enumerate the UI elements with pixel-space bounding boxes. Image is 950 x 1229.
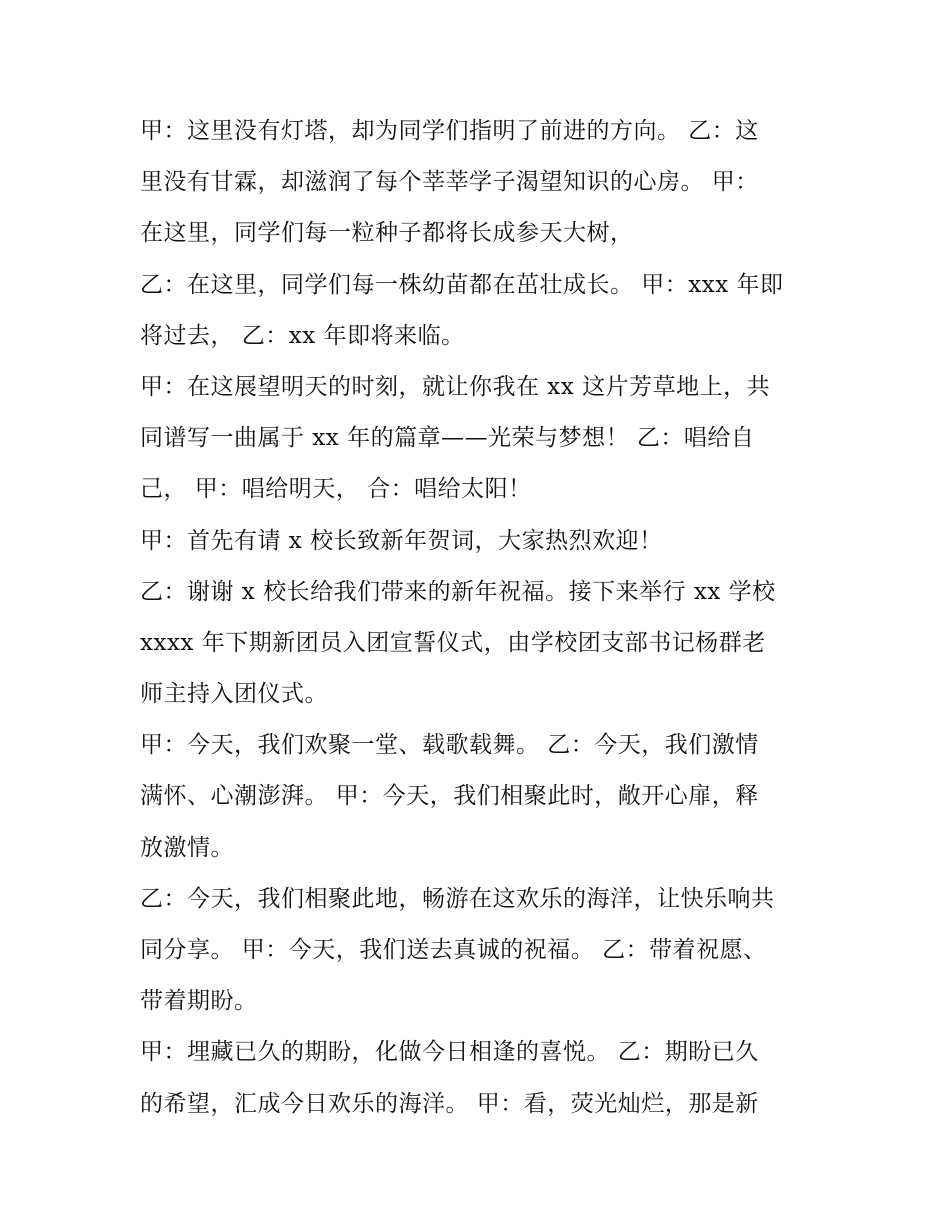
text-line: 放激情。 bbox=[140, 834, 234, 861]
text-line: 带着期盼。 bbox=[140, 988, 258, 1015]
text-line: 乙：今天，我们相聚此地，畅游在这欢乐的海洋，让快乐响共 bbox=[140, 885, 775, 912]
text-line: 乙：在这里，同学们每一株幼苗都在茁壮成长。 甲：xxx 年即 bbox=[140, 271, 784, 298]
text-line: 师主持入团仪式。 bbox=[140, 681, 328, 708]
text-line: 己， 甲：唱给明天， 合：唱给太阳！ bbox=[140, 476, 532, 503]
text-line: 满怀、心潮澎湃。 甲：今天，我们相聚此时，敞开心扉，释 bbox=[140, 783, 759, 810]
text-line: 将过去， 乙：xx 年即将来临。 bbox=[140, 322, 465, 349]
text-line: 的希望，汇成今日欢乐的海洋。 甲：看，荧光灿烂，那是新 bbox=[140, 1090, 759, 1117]
text-line: 在这里，同学们每一粒种子都将长成参天大树， bbox=[140, 220, 634, 247]
text-line: 乙：谢谢 x 校长给我们带来的新年祝福。接下来举行 xx 学校 bbox=[140, 578, 776, 605]
document-body bbox=[140, 106, 820, 1130]
text-line: xxxx 年下期新团员入团宣誓仪式，由学校团支部书记杨群老 bbox=[140, 629, 766, 656]
text-line: 甲：这里没有灯塔，却为同学们指明了前进的方向。 乙：这 bbox=[140, 118, 759, 144]
text-line: 甲：首先有请 x 校长致新年贺词，大家热烈欢迎！ bbox=[140, 527, 663, 554]
text-line: 同分享。 甲：今天，我们送去真诚的祝福。 乙：带着祝愿、 bbox=[140, 937, 767, 963]
text-line: 甲：今天，我们欢聚一堂、载歌载舞。 乙：今天，我们激情 bbox=[140, 732, 759, 759]
text-line: 里没有甘霖，却滋润了每个莘莘学子渴望知识的心房。 甲： bbox=[140, 169, 759, 196]
text-line: 甲：在这展望明天的时刻，就让你我在 xx 这片芳草地上，共 bbox=[140, 373, 771, 400]
text-line: 甲：埋藏已久的期盼，化做今日相逢的喜悦。 乙：期盼已久 bbox=[140, 1039, 759, 1066]
text-line: 同谱写一曲属于 xx 年的篇章——光荣与梦想！ 乙：唱给自 bbox=[140, 425, 755, 452]
